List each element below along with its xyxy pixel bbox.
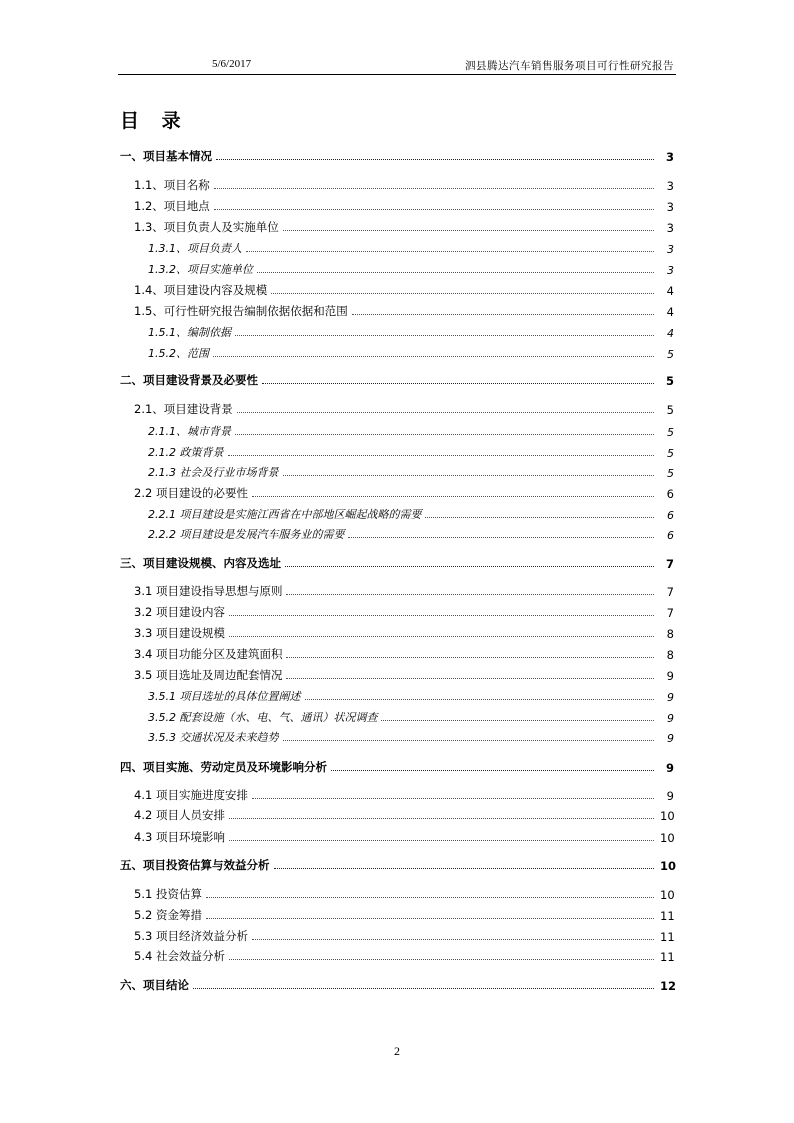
toc-entry-page: 8 — [666, 648, 674, 662]
toc-entry-page: 4 — [666, 284, 674, 298]
toc-section[interactable] — [120, 759, 674, 775]
toc-subsubsection[interactable] — [120, 464, 674, 480]
dot-leader — [235, 433, 654, 435]
toc-entry-label: 六、项目结论 — [120, 978, 189, 992]
toc-subsubsection[interactable] — [120, 444, 674, 460]
toc-subsection[interactable] — [120, 177, 674, 193]
dot-leader — [229, 958, 654, 960]
toc-section[interactable] — [120, 148, 674, 164]
toc-section[interactable] — [120, 372, 674, 388]
toc-subsubsection[interactable] — [120, 709, 674, 725]
toc-entry-label: 2.2.1 项目建设是实施江西省在中部地区崛起战略的需要 — [148, 508, 422, 521]
dot-leader — [229, 839, 654, 841]
toc-entry-label: 三、项目建设规模、内容及选址 — [120, 556, 281, 570]
toc-entry-page: 7 — [666, 585, 674, 599]
toc-subsection[interactable] — [120, 807, 674, 823]
dot-leader — [283, 474, 655, 476]
toc-entry-label: 1.4、项目建设内容及规模 — [134, 283, 268, 297]
dot-leader — [206, 917, 654, 919]
toc-section[interactable] — [120, 857, 677, 873]
dot-leader — [348, 536, 654, 538]
toc-entry-label: 3.4 项目功能分区及建筑面积 — [134, 647, 283, 661]
dot-leader — [283, 739, 655, 741]
toc-subsection[interactable] — [120, 829, 674, 845]
toc-entry-page: 11 — [660, 930, 675, 944]
toc-entry-label: 1.3.1、项目负责人 — [148, 242, 242, 255]
toc-entry-page: 4 — [666, 305, 674, 319]
dot-leader — [229, 817, 654, 819]
toc-entry-page: 5 — [665, 374, 674, 388]
dot-leader — [285, 565, 654, 567]
toc-entry-label: 5.2 资金筹措 — [134, 908, 202, 922]
toc-entry-page: 9 — [666, 789, 674, 803]
toc-entry-page: 5 — [667, 348, 674, 361]
toc-entry-page: 7 — [666, 606, 674, 620]
toc-entry-page: 3 — [666, 200, 674, 214]
toc-subsection[interactable] — [120, 401, 674, 417]
dot-leader — [252, 938, 654, 940]
toc-subsection[interactable] — [120, 646, 674, 662]
header-date: 5/6/2017 — [212, 58, 252, 70]
dot-leader — [229, 614, 654, 616]
dot-leader — [381, 719, 654, 721]
toc-subsubsection[interactable] — [120, 345, 674, 361]
toc-entry-page: 9 — [667, 732, 674, 745]
toc-entry-page: 11 — [660, 950, 675, 964]
dot-leader — [216, 158, 654, 160]
dot-leader — [286, 677, 654, 679]
toc-subsection[interactable] — [120, 303, 674, 319]
toc-subsection[interactable] — [120, 282, 674, 298]
toc-entry-label: 5.1 投资估算 — [134, 887, 202, 901]
toc-entry-label: 4.3 项目环境影响 — [134, 830, 225, 844]
dot-leader — [286, 593, 654, 595]
toc-entry-label: 1.3.2、项目实施单位 — [148, 263, 253, 276]
toc-entry-label: 1.2、项目地点 — [134, 199, 210, 213]
toc-subsubsection[interactable] — [120, 729, 674, 745]
toc-entry-label: 3.5.3 交通状况及未来趋势 — [148, 731, 279, 744]
toc-entry-page: 6 — [667, 529, 674, 542]
toc-entry-page: 6 — [667, 509, 674, 522]
toc-subsection[interactable] — [120, 948, 674, 964]
page-number: 2 — [394, 1044, 400, 1058]
toc-entry-label: 1.5、可行性研究报告编制依据依据和范围 — [134, 304, 348, 318]
toc-subsection[interactable] — [120, 928, 674, 944]
toc-entry-page: 5 — [667, 447, 674, 460]
toc-entry-label: 5.3 项目经济效益分析 — [134, 929, 248, 943]
toc-entry-label: 2.2.2 项目建设是发展汽车服务业的需要 — [148, 528, 345, 541]
toc-entry-label: 3.2 项目建设内容 — [134, 605, 225, 619]
dot-leader — [193, 987, 654, 989]
toc-entry-page: 9 — [667, 712, 674, 725]
toc-entry-page: 3 — [667, 264, 674, 277]
toc-entry-page: 10 — [660, 831, 675, 845]
toc-entry-label: 3.5.1 项目选址的具体位置阐述 — [148, 690, 301, 703]
toc-subsection[interactable] — [120, 787, 674, 803]
toc-entry-page: 6 — [666, 487, 674, 501]
dot-leader — [257, 271, 654, 273]
toc-subsection[interactable] — [120, 886, 674, 902]
toc-entry-page: 4 — [667, 327, 674, 340]
toc-subsection[interactable] — [120, 667, 674, 683]
dot-leader — [331, 769, 654, 771]
toc-subsubsection[interactable] — [120, 526, 674, 542]
toc-subsection[interactable] — [120, 219, 674, 235]
toc-subsection[interactable] — [120, 485, 674, 501]
dot-leader — [214, 187, 654, 189]
toc-entry-label: 3.5.2 配套设施（水、电、气、通讯）状况调查 — [148, 711, 378, 724]
toc-subsection[interactable] — [120, 625, 674, 641]
dot-leader — [274, 867, 655, 869]
toc-subsubsection[interactable] — [120, 324, 674, 340]
toc-section[interactable] — [120, 555, 674, 571]
toc-entry-page: 8 — [666, 627, 674, 641]
dot-leader — [213, 355, 654, 357]
toc-subsubsection[interactable] — [120, 423, 674, 439]
dot-leader — [252, 495, 654, 497]
toc-entry-page: 7 — [665, 557, 674, 571]
dot-leader — [286, 656, 654, 658]
toc-subsubsection[interactable] — [120, 240, 674, 256]
dot-leader — [262, 382, 654, 384]
toc-entry-page: 12 — [660, 979, 677, 993]
toc-entry-page: 10 — [660, 888, 675, 902]
toc-entry-page: 3 — [666, 179, 674, 193]
toc-entry-label: 2.2 项目建设的必要性 — [134, 486, 248, 500]
toc-entry-page: 5 — [666, 403, 674, 417]
toc-subsection[interactable] — [120, 907, 674, 923]
toc-subsubsection[interactable] — [120, 506, 674, 522]
toc-subsection[interactable] — [120, 198, 674, 214]
toc-entry-label: 2.1.3 社会及行业市场背景 — [148, 466, 279, 479]
header-title: 泗县腾达汽车销售服务项目可行性研究报告 — [465, 60, 674, 72]
toc-title: 目 录 — [120, 110, 189, 132]
toc-entry-label: 一、项目基本情况 — [120, 149, 212, 163]
toc-section[interactable] — [120, 977, 677, 993]
dot-leader — [246, 250, 654, 252]
page-header — [118, 56, 676, 75]
toc-entry-label: 4.1 项目实施进度安排 — [134, 788, 248, 802]
toc-entry-page: 5 — [667, 467, 674, 480]
dot-leader — [352, 313, 654, 315]
toc-entry-label: 1.1、项目名称 — [134, 178, 210, 192]
dot-leader — [206, 896, 654, 898]
toc-subsubsection[interactable] — [120, 261, 674, 277]
toc-entry-page: 3 — [665, 150, 674, 164]
toc-entry-label: 2.1.2 政策背景 — [148, 446, 224, 459]
toc-entry-page: 9 — [665, 761, 674, 775]
toc-entry-label: 1.5.2、范围 — [148, 347, 209, 360]
dot-leader — [271, 292, 654, 294]
toc-entry-label: 3.1 项目建设指导思想与原则 — [134, 584, 283, 598]
dot-leader — [214, 208, 654, 210]
dot-leader — [228, 454, 655, 456]
dot-leader — [252, 797, 654, 799]
toc-entry-page: 9 — [666, 669, 674, 683]
toc-entry-label: 4.2 项目人员安排 — [134, 808, 225, 822]
toc-entry-label: 2.1.1、城市背景 — [148, 425, 231, 438]
toc-entry-page: 3 — [667, 243, 674, 256]
toc-entry-page: 9 — [667, 691, 674, 704]
toc-entry-label: 1.5.1、编制依据 — [148, 326, 231, 339]
toc-entry-label: 2.1、项目建设背景 — [134, 402, 233, 416]
toc-subsection[interactable] — [120, 604, 674, 620]
toc-entry-page: 3 — [666, 221, 674, 235]
toc-subsection[interactable] — [120, 583, 674, 599]
dot-leader — [237, 411, 654, 413]
toc-entry-label: 3.3 项目建设规模 — [134, 626, 225, 640]
toc-entry-label: 1.3、项目负责人及实施单位 — [134, 220, 279, 234]
toc-entry-label: 二、项目建设背景及必要性 — [120, 373, 258, 387]
toc-entry-page: 5 — [667, 426, 674, 439]
dot-leader — [229, 635, 654, 637]
toc-entry-page: 10 — [660, 809, 675, 823]
dot-leader — [425, 516, 654, 518]
toc-entry-label: 5.4 社会效益分析 — [134, 949, 225, 963]
toc-subsubsection[interactable] — [120, 688, 674, 704]
toc-entry-page: 11 — [660, 909, 675, 923]
toc-entry-label: 3.5 项目选址及周边配套情况 — [134, 668, 283, 682]
toc-entry-label: 五、项目投资估算与效益分析 — [120, 858, 270, 872]
dot-leader — [305, 698, 655, 700]
toc-entry-page: 10 — [660, 859, 677, 873]
toc-entry-label: 四、项目实施、劳动定员及环境影响分析 — [120, 760, 327, 774]
dot-leader — [235, 334, 654, 336]
dot-leader — [283, 229, 654, 231]
